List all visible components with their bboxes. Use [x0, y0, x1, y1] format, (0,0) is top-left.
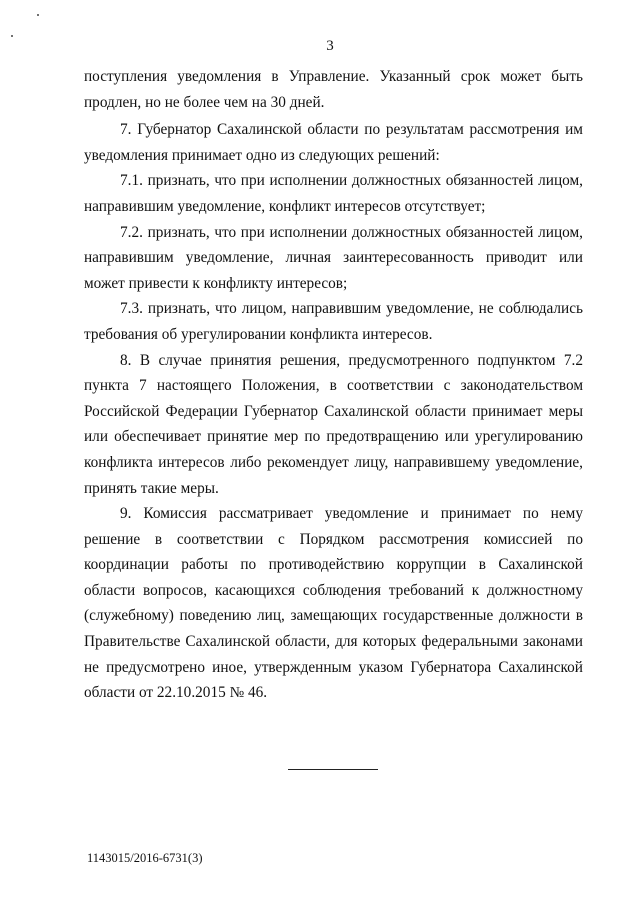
- paragraph-item-7-1: 7.1. признать, что при исполнении должностных обязанностей лицом, направившим уведомление, конфликт интересов отсутствует;: [84, 172, 583, 215]
- document-body: [84, 64, 583, 706]
- page-number: 3: [326, 38, 334, 54]
- paragraph-item-7: 7. Губернатор Сахалинской области по результатам рассмотрения им уведомления принимает одно из следующих решений:: [84, 121, 583, 164]
- scan-speck: [11, 35, 13, 37]
- paragraph-item-7-3: 7.3. признать, что лицом, направившим уведомление, не соблюдались требования об урегулировании конфликта интересов.: [84, 300, 583, 343]
- paragraph-continuation: поступления уведомления в Управление. Указанный срок может быть продлен, но не более чем на 30 дней.: [84, 68, 583, 111]
- document-code: 1143015/2016-6731(3): [87, 851, 203, 865]
- scan-speck: [37, 14, 39, 16]
- end-divider-line: [288, 769, 378, 770]
- paragraph-item-9: 9. Комиссия рассматривает уведомление и принимает по нему решение в соответствии с Порядком рассмотрения комиссией по координации работы по противодействию коррупции в Сахалинской области вопросов, касающихся соблюдения требований к должностному (служебному) поведению лиц, замещающих государственные должности в Правительстве Сахалинской области, для которых федеральными законами не предусмотрено иное, утвержденным указом Губернатора Сахалинской области от 22.10.2015 № 46.: [84, 505, 583, 702]
- paragraph-item-7-2: 7.2. признать, что при исполнении должностных обязанностей лицом, направившим уведомление, личная заинтересованность приводит или может привести к конфликту интересов;: [84, 223, 583, 292]
- paragraph-item-8: 8. В случае принятия решения, предусмотренного подпунктом 7.2 пункта 7 настоящего Положения, в соответствии с законодательством Российской Федерации Губернатор Сахалинской области принимает меры или обеспечивает принятие мер по предотвращению или урегулированию конфликта интересов либо рекомендует лицу, направившему уведомление, принять такие меры.: [84, 351, 583, 497]
